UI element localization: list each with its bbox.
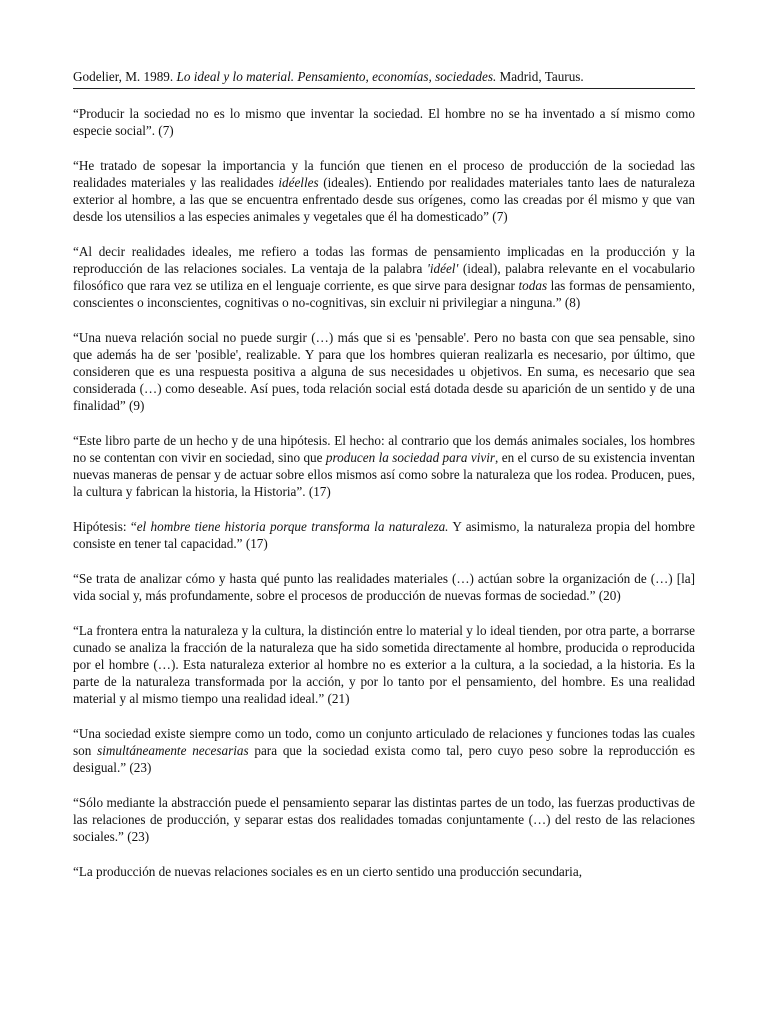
quotes-body xyxy=(73,105,695,880)
italic-text: todas xyxy=(518,278,548,293)
paragraph-text: “Una sociedad existe siempre como un todo, como un conjunto articulado de relaciones y funciones todas las cuales son xyxy=(73,726,695,758)
quote-paragraph xyxy=(73,105,695,139)
paragraph-text: “La frontera entra la naturaleza y la cultura, la distinción entre lo material y lo ideal tienden, por otra parte, a borrarse cunado se analiza la fracción de la naturaleza que ha sido sometida directamente al hombre, producida o reproducida por el hombre (…). Esta naturaleza exterior al hombre no es exterior a la cultura, a la sociedad, a la historia. Es la parte de la naturaleza transformada por la acción, y por lo tanto por el pensamiento, del hombre. Es una realidad material y al mismo tiempo una realidad ideal.” (21) xyxy=(73,623,695,706)
quote-paragraph xyxy=(73,243,695,311)
paragraph-text: “Se trata de analizar cómo y hasta qué punto las realidades materiales (…) actúan sobre la organización de (…) [la] vida social y, más profundamente, sobre el procesos de producción de nuevas formas de sociedad.” (20) xyxy=(73,571,695,603)
paragraph-text: “Producir la sociedad no es lo mismo que inventar la sociedad. El hombre no se ha inventado a sí mismo como especie social”. (7) xyxy=(73,106,695,138)
paragraph-text: “La producción de nuevas relaciones sociales es en un cierto sentido una producción secundaria, xyxy=(73,864,582,879)
paragraph-text: “Una nueva relación social no puede surgir (…) más que si es 'pensable'. Pero no basta con que sea pensable, sino que además ha de ser 'posible', realizable. Y para que los hombres quieran realizarla es necesario, por último, que consideren que es una respuesta positiva a alguna de sus necesidades u objetivos. En suma, es necesario que sea considerada (…) como deseable. Así pues, toda relación social está dotada desde su aparición de un sentido y de una finalidad” (9) xyxy=(73,330,695,413)
italic-text: el hombre tiene historia porque transforma la naturaleza. xyxy=(136,519,449,534)
italic-text: producen la sociedad para vivir xyxy=(325,450,496,465)
quote-paragraph xyxy=(73,725,695,776)
paragraph-text: “Este libro parte de un hecho y de una hipótesis. El hecho: al contrario que los demás animales sociales, los hombres no se contentan con vivir en sociedad, sino que xyxy=(73,433,695,465)
quote-paragraph xyxy=(73,329,695,414)
paragraph-text: Y asimismo, la naturaleza propia del hombre consiste en tener tal capacidad.” (17) xyxy=(73,519,696,551)
paragraph-text: “Sólo mediante la abstracción puede el pensamiento separar las distintas partes de un todo, las fuerzas productivas de las relaciones de producción, y separar estas dos realidades tomadas conjuntamente (…) del resto de las relaciones sociales.” (23) xyxy=(73,795,695,844)
quote-paragraph xyxy=(73,432,695,500)
paragraph-text: , en el curso de su existencia inventan nuevas maneras de pensar y de actuar sobre ellos mismos así como sobre la naturaleza que los rodea. Producen, pues, la cultura y fabrican la historia, la Historia”. (17) xyxy=(73,450,695,499)
quote-paragraph xyxy=(73,157,695,225)
quote-paragraph xyxy=(73,518,695,552)
italic-text: simultáneamente necesarias xyxy=(97,743,249,758)
paragraph-text: “Al decir realidades ideales, me refiero a todas las formas de pensamiento implicadas en la producción y la reproducción de las relaciones sociales. La ventaja de la palabra xyxy=(73,244,695,276)
paragraph-text: las formas de pensamiento, conscientes o inconscientes, cognitivas o no-cognitivas, sin excluir ni privilegiar a ninguna.” (8) xyxy=(73,278,695,310)
document-page xyxy=(73,68,695,880)
paragraph-text: “He tratado de sopesar la importancia y la función que tienen en el proceso de producción de la sociedad las realidades materiales y las realidades xyxy=(73,158,695,190)
italic-text: 'idéel' xyxy=(427,261,459,276)
italic-text: idéelles xyxy=(278,175,319,190)
citation-author-year: Godelier, M. 1989. xyxy=(73,69,177,84)
paragraph-text: (ideal), palabra relevante en el vocabulario filosófico que rara vez se utiliza en el lenguaje corriente, es que sirve para designar xyxy=(73,261,695,293)
paragraph-text: para que la sociedad exista como tal, pero cuyo peso sobre la reproducción es desigual.” (23) xyxy=(73,743,695,775)
paragraph-text: (ideales). Entiendo por realidades materiales tanto laes de naturaleza exterior al hombre, a las que se encuentra enfrentado desde sus orígenes, como las creadas por él mismo y que van desde los utensilios a las especies animales y vegetales que él ha domesticado” (7) xyxy=(73,175,695,224)
quote-paragraph xyxy=(73,622,695,707)
paragraph-text: Hipótesis: “ xyxy=(73,519,137,534)
citation-publisher: Madrid, Taurus. xyxy=(496,69,584,84)
quote-paragraph xyxy=(73,863,695,880)
citation-title: Lo ideal y lo material. Pensamiento, economías, sociedades. xyxy=(176,69,497,84)
quote-paragraph xyxy=(73,570,695,604)
quote-paragraph xyxy=(73,794,695,845)
citation-header xyxy=(73,68,695,89)
